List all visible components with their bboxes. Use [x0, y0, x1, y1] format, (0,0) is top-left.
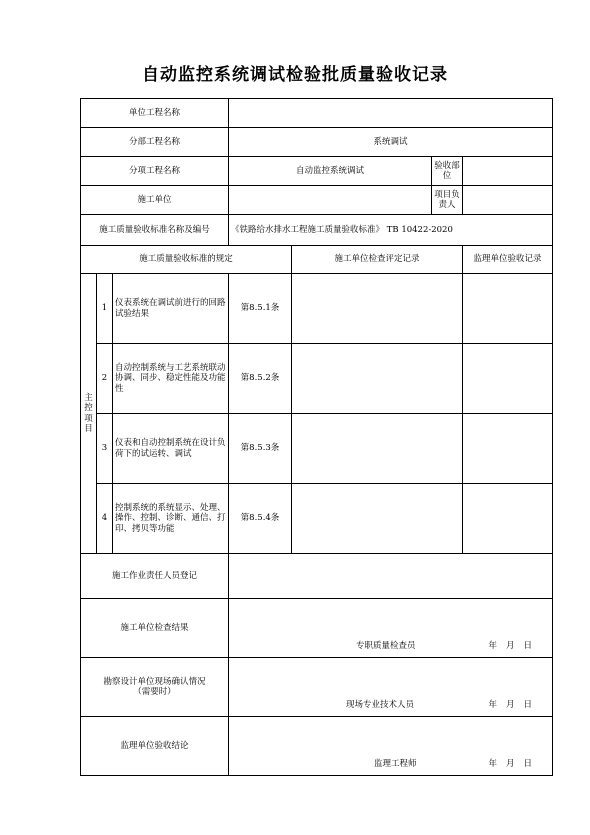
- main-item-row: [81, 344, 553, 414]
- main-item-row: [81, 274, 553, 344]
- supervision-signature: [229, 717, 553, 776]
- construction-check-signature: [229, 599, 553, 658]
- design-label: 勘察设计单位现场确认情况（需要时）: [81, 658, 229, 717]
- item-project-label: 分项工程名称: [81, 157, 229, 186]
- date-day: 日: [523, 640, 532, 651]
- item-content: 仪表系统在调试前进行的回路试验结果: [113, 274, 229, 344]
- operators-label: 施工作业责任人员登记: [81, 554, 229, 599]
- item-clause: 第8.5.4条: [229, 484, 292, 554]
- supervision-label: 监理单位验收结论: [81, 717, 229, 776]
- project-leader-value: [463, 186, 553, 215]
- sub-project-label: 分部工程名称: [81, 128, 229, 157]
- design-date: [479, 700, 532, 710]
- item-project-row: [81, 157, 553, 186]
- section-header-row: [81, 246, 553, 274]
- sub-project-row: [81, 128, 553, 157]
- supervision-signer-label: 监理工程师: [374, 758, 417, 769]
- item-supervision: [463, 344, 553, 414]
- spec-header: 施工质量验收标准的规定: [81, 246, 292, 274]
- design-signer-label: 现场专业技术人员: [346, 699, 415, 710]
- item-clause: 第8.5.1条: [229, 274, 292, 344]
- item-self-check: [292, 484, 463, 554]
- date-year: 年: [488, 699, 497, 710]
- main-items-label-text: 主控项目: [84, 393, 93, 434]
- date-day: 日: [523, 699, 532, 710]
- item-supervision: [463, 484, 553, 554]
- item-self-check: [292, 344, 463, 414]
- acceptance-part-label: 验收部位: [432, 157, 463, 186]
- date-month: 月: [505, 640, 515, 651]
- main-item-row: [81, 414, 553, 484]
- item-supervision: [463, 414, 553, 484]
- date-month: 月: [505, 699, 515, 710]
- item-content: 自动控制系统与工艺系统联动协调、同步、稳定性能及功能性: [113, 344, 229, 414]
- construction-unit-label: 施工单位: [81, 186, 229, 215]
- construction-check-row: [81, 599, 553, 658]
- design-signature: [229, 658, 553, 717]
- construction-check-label: 施工单位检查结果: [81, 599, 229, 658]
- item-self-check: [292, 274, 463, 344]
- unit-project-value: [229, 99, 553, 128]
- construction-signer-label: 专职质量检查员: [356, 640, 416, 651]
- date-year: 年: [488, 758, 497, 769]
- operators-row: [81, 554, 553, 599]
- supervision-header: 监理单位验收记录: [463, 246, 553, 274]
- supervision-date: [479, 759, 532, 769]
- item-number: 2: [97, 344, 113, 414]
- item-content: 控制系统的系统显示、处理、操作、控制、诊断、通信、打印、拷贝等功能: [113, 484, 229, 554]
- standard-row: [81, 215, 553, 246]
- form-title: 自动监控系统调试检验批质量验收记录: [142, 65, 448, 85]
- unit-project-row: [81, 99, 553, 128]
- sub-project-value: 系统调试: [229, 128, 553, 157]
- construction-date: [479, 641, 532, 651]
- main-items-label: [81, 274, 97, 554]
- construction-unit-value: [229, 186, 432, 215]
- operators-value: [229, 554, 553, 599]
- item-self-check: [292, 414, 463, 484]
- date-day: 日: [523, 758, 532, 769]
- acceptance-record-table: [80, 98, 553, 776]
- item-clause: 第8.5.2条: [229, 344, 292, 414]
- item-content: 仪表和自动控制系统在设计负荷下的试运转、调试: [113, 414, 229, 484]
- acceptance-part-value: [463, 157, 553, 186]
- project-leader-label: 项目负责人: [432, 186, 463, 215]
- standard-value: 《铁路给水排水工程施工质量验收标准》 TB 10422-2020: [229, 215, 553, 246]
- self-check-header: 施工单位检查评定记录: [292, 246, 463, 274]
- construction-unit-row: [81, 186, 553, 215]
- design-confirmation-row: [81, 658, 553, 717]
- item-number: 1: [97, 274, 113, 344]
- item-number: 4: [97, 484, 113, 554]
- item-project-value: 自动监控系统调试: [229, 157, 432, 186]
- main-item-row: [81, 484, 553, 554]
- supervision-conclusion-row: [81, 717, 553, 776]
- standard-label: 施工质量验收标准名称及编号: [81, 215, 229, 246]
- date-month: 月: [505, 758, 515, 769]
- item-number: 3: [97, 414, 113, 484]
- item-supervision: [463, 274, 553, 344]
- item-clause: 第8.5.3条: [229, 414, 292, 484]
- date-year: 年: [488, 640, 497, 651]
- unit-project-label: 单位工程名称: [81, 99, 229, 128]
